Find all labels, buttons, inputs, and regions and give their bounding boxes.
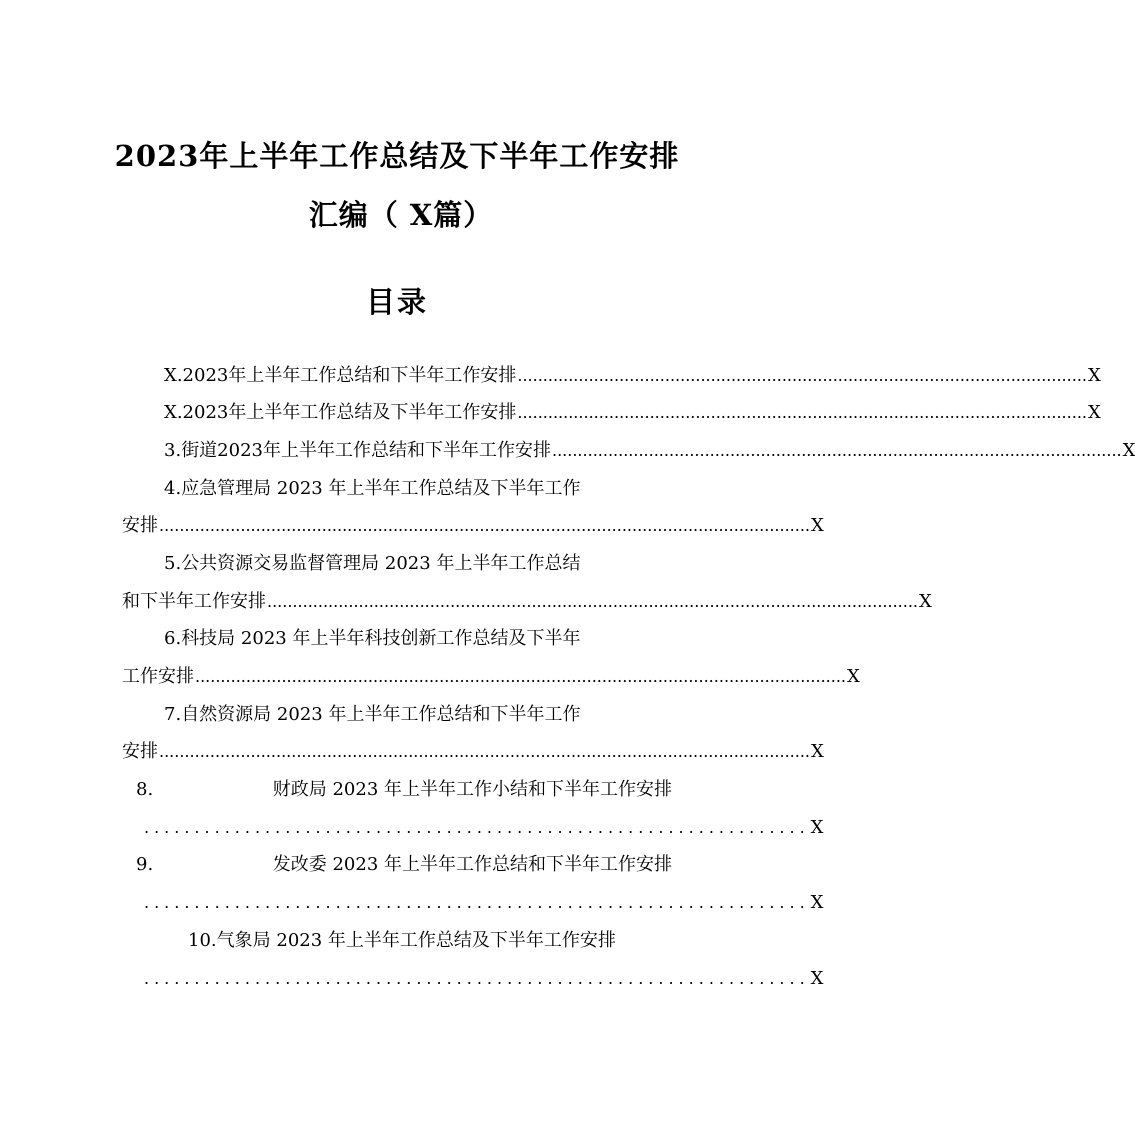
toc-entry-number: 6. <box>164 628 182 649</box>
toc-dot-leader: ................................................................................................................................ <box>159 516 810 535</box>
toc-dot-leader: .................................................................. <box>144 969 810 988</box>
document-title-line-1: 2023年上半年工作总结及下半年工作安排 <box>114 139 680 173</box>
toc-dot-leader: ................................................................................................................................ <box>159 742 810 761</box>
toc-entry-text-continued: 安排 <box>122 515 158 536</box>
toc-entry-text: 财政局 2023 年上半年工作小结和下半年工作安排 <box>272 779 672 800</box>
toc-entry-number: 9. <box>136 854 154 875</box>
toc-entry-text: 2023年上半年工作总结及下半年工作安排 <box>182 402 517 423</box>
toc-entry-line-1 <box>188 929 672 953</box>
toc-entry-page: X <box>1122 440 1135 461</box>
toc-entry-number: 3. <box>164 440 182 461</box>
toc-entry-text: 2023年上半年工作总结和下半年工作安排 <box>182 365 517 386</box>
toc-entry-number: X. <box>164 402 183 423</box>
toc-entry-page: X <box>1087 365 1101 386</box>
toc-dot-leader: .................................................................. <box>144 893 810 912</box>
toc-dot-leader: ................................................................................................................ <box>517 403 1087 422</box>
toc-entry-2[interactable] <box>164 401 1101 425</box>
toc-entry-number: 8. <box>136 779 154 800</box>
toc-entry-text-continued: 安排 <box>122 741 158 762</box>
toc-entry-line-2 <box>122 665 860 689</box>
toc-entry-line-2 <box>122 590 932 614</box>
toc-entry-page: X <box>810 968 824 989</box>
toc-entry-text: 自然资源局 2023 年上半年工作总结和下半年工作 <box>181 704 581 725</box>
toc-entry-line-2 <box>143 891 824 915</box>
toc-dot-leader: .................................................................. <box>144 818 810 837</box>
toc-entry-line-1 <box>136 778 672 802</box>
toc-entry-text-continued: 工作安排 <box>122 666 194 687</box>
toc-entry-line-1 <box>164 627 672 651</box>
toc-dot-leader: ................................................................................................................................ <box>195 667 846 686</box>
toc-entry-number: X. <box>164 365 183 386</box>
toc-entry-page: X <box>810 892 824 913</box>
toc-entry-line-2 <box>143 816 824 840</box>
toc-entry-page: X <box>811 741 824 762</box>
toc-entry-page: X <box>810 817 824 838</box>
toc-entry-line-1 <box>164 477 672 501</box>
toc-dot-leader: ................................................................................................................................ <box>267 592 918 611</box>
toc-entry-page: X <box>811 515 824 536</box>
toc-entry-text: 应急管理局 2023 年上半年工作总结及下半年工作 <box>181 478 581 499</box>
toc-entry-line-2 <box>143 967 824 991</box>
toc-entry-line-1 <box>136 853 672 877</box>
document-title-line-2: 汇编（ X篇） <box>308 198 494 232</box>
toc-entry-line-1 <box>164 552 672 576</box>
toc-entry-page: X <box>847 666 860 687</box>
toc-entry-3[interactable] <box>164 439 1135 463</box>
toc-entry-line-1 <box>164 703 672 727</box>
toc-dot-leader: ................................................................................................................ <box>552 441 1122 460</box>
toc-entry-number: 5. <box>164 553 182 574</box>
toc-entry-text: 科技局 2023 年上半年科技创新工作总结及下半年 <box>181 628 581 649</box>
toc-entry-line-2 <box>122 740 824 764</box>
toc-dot-leader: ................................................................................................................ <box>517 366 1087 385</box>
toc-entry-text: 气象局 2023 年上半年工作总结及下半年工作安排 <box>216 930 616 951</box>
toc-entry-number: 4. <box>164 478 182 499</box>
toc-entry-text: 发改委 2023 年上半年工作总结和下半年工作安排 <box>272 854 672 875</box>
toc-entry-line-2 <box>122 514 824 538</box>
toc-entry-page: X <box>1087 402 1101 423</box>
toc-heading: 目录 <box>365 285 428 319</box>
toc-entry-number: 10. <box>188 930 217 951</box>
toc-entry-text-continued: 和下半年工作安排 <box>122 591 266 612</box>
toc-entry-text: 街道2023年上半年工作总结和下半年工作安排 <box>181 440 551 461</box>
toc-entry-text: 公共资源交易监督管理局 2023 年上半年工作总结 <box>181 553 581 574</box>
toc-entry-1[interactable] <box>164 364 1101 388</box>
toc-entry-page: X <box>919 591 932 612</box>
toc-entry-number: 7. <box>164 704 182 725</box>
